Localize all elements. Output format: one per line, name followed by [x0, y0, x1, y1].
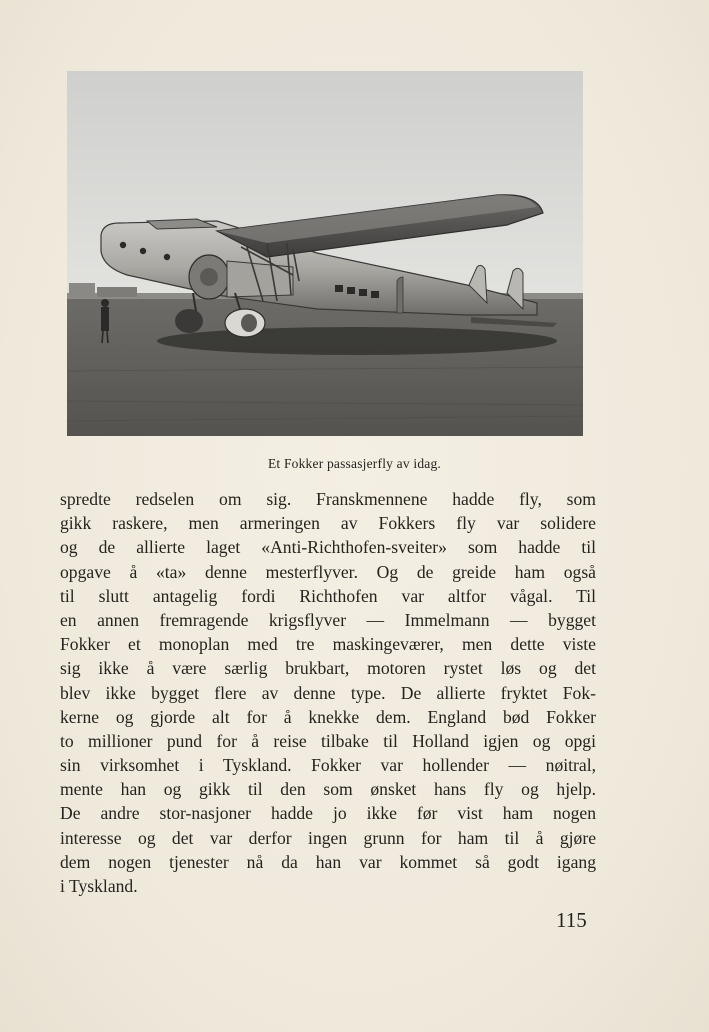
- body-line: mente han og gikk til den som ønsket hans fly og hjelp.: [60, 779, 596, 800]
- body-line: blev ikke bygget flere av denne type. De allierte fryktet Fok-: [60, 682, 596, 703]
- body-line: kerne og gjorde alt for å knekke dem. England bød Fokker: [60, 706, 596, 727]
- body-line: interesse og det var derfor ingen grunn for ham til å gjøre: [60, 827, 596, 848]
- body-line: De andre stor-nasjoner hadde jo ikke før vist ham nogen: [60, 803, 596, 824]
- body-line: spredte redselen om sig. Franskmennene hadde fly, som: [60, 489, 596, 509]
- body-line: sig ikke å være særlig brukbart, motoren rystet løs og det: [60, 658, 596, 679]
- body-line: Fokker et monoplan med tre maskingeværer, men dette viste: [60, 634, 596, 655]
- page-number: 115: [556, 908, 587, 932]
- body-line: og de allierte laget «Anti-Richthofen-sveiter» som hadde til: [60, 537, 596, 558]
- body-line: i Tyskland.: [60, 876, 138, 896]
- photo-caption: Et Fokker passasjerfly av idag.: [267, 456, 442, 471]
- fokker-airplane-image: [67, 71, 583, 436]
- body-line: en annen fremragende krigsflyver — Immelmann — bygget: [60, 609, 596, 630]
- body-paragraph: [60, 487, 596, 898]
- body-line: til slutt antagelig fordi Richthofen var altfor vågal. Til: [60, 585, 596, 606]
- body-line: dem nogen tjenester nå da han var kommet så godt igang: [60, 851, 596, 872]
- body-line: to millioner pund for å reise tilbake til Holland igjen og opgi: [60, 730, 596, 751]
- body-line: opgave å «ta» denne mesterflyver. Og de greide ham også: [60, 561, 596, 582]
- airplane-photo: [67, 71, 583, 436]
- body-line: gikk raskere, men armeringen av Fokkers fly var solidere: [60, 513, 596, 534]
- body-line: sin virksomhet i Tyskland. Fokker var hollender — nøitral,: [60, 755, 596, 776]
